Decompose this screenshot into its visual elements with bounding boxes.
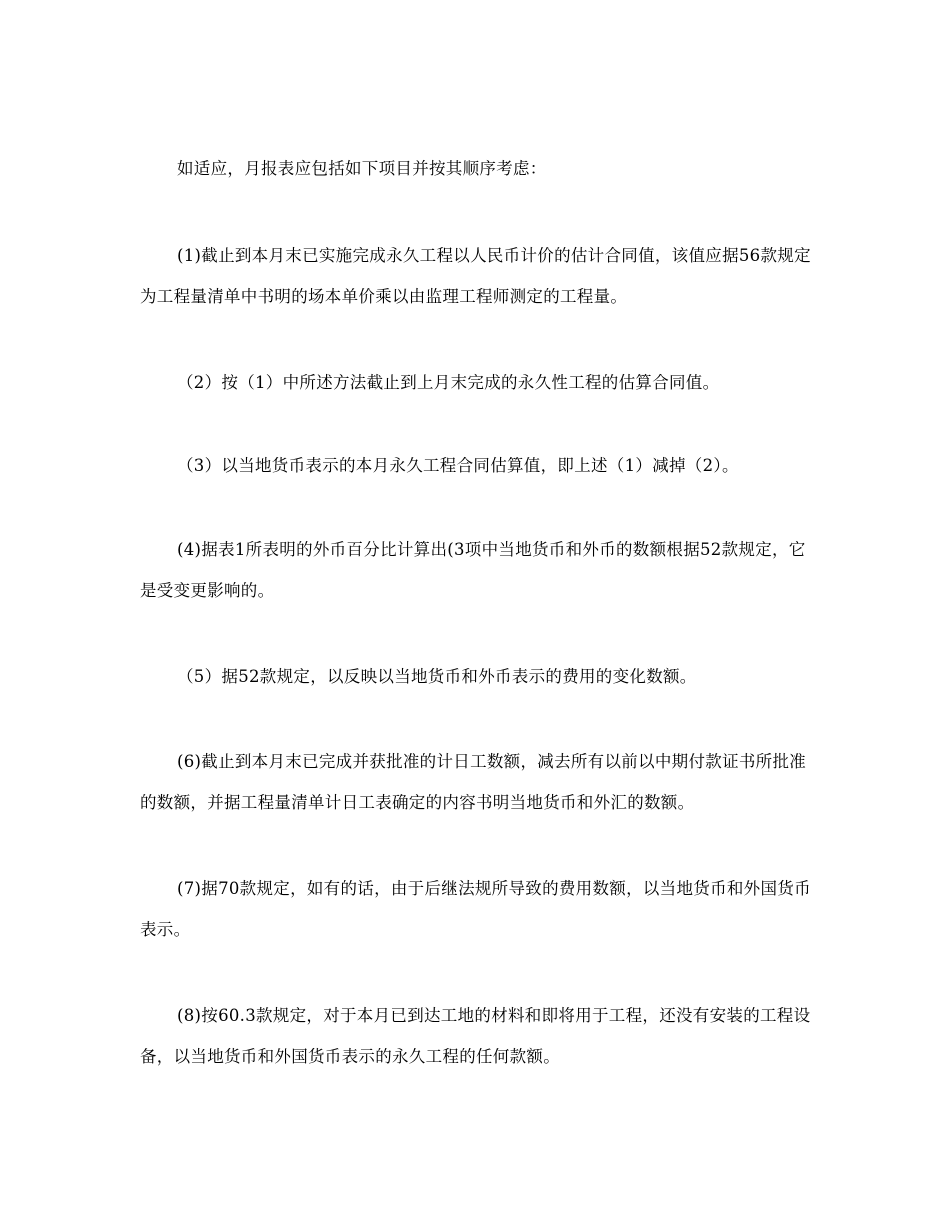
- intro-paragraph: 如适应，月报表应包括如下项目并按其顺序考虑：: [177, 159, 547, 178]
- item-1-paragraph: (1)截止到本月末已实施完成永久工程以人民币计价的估计合同值，该值应据56款规定为工程量清单中书明的场本单价乘以由监理工程师测定的工程量。: [140, 246, 811, 306]
- item-3-paragraph: （3）以当地货币表示的本月永久工程合同估算值，即上述（1）减掉（2）。: [177, 456, 739, 475]
- item-2-paragraph: （2）按（1）中所述方法截止到上月末完成的永久性工程的估算合同值。: [177, 373, 720, 392]
- item-8-paragraph: (8)按60.3款规定，对于本月已到达工地的材料和即将用于工程，还没有安装的工程设备，以当地货币和外国货币表示的永久工程的任何款额。: [140, 1006, 811, 1066]
- item-4-paragraph: (4)据表1所表明的外币百分比计算出(3项中当地货币和外币的数额根据52款规定，它是受变更影响的。: [140, 540, 806, 600]
- item-7-paragraph: (7)据70款规定，如有的话，由于后继法规所导致的费用数额，以当地货币和外国货币表示。: [140, 879, 811, 939]
- item-6-paragraph: (6)截止到本月末已完成并获批准的计日工数额，减去所有以前以中期付款证书所批准的数额，并据工程量清单计日工表确定的内容书明当地货币和外汇的数额。: [140, 752, 807, 812]
- item-5-paragraph: （5）据52款规定，以反映以当地货币和外币表示的费用的变化数额。: [177, 667, 697, 686]
